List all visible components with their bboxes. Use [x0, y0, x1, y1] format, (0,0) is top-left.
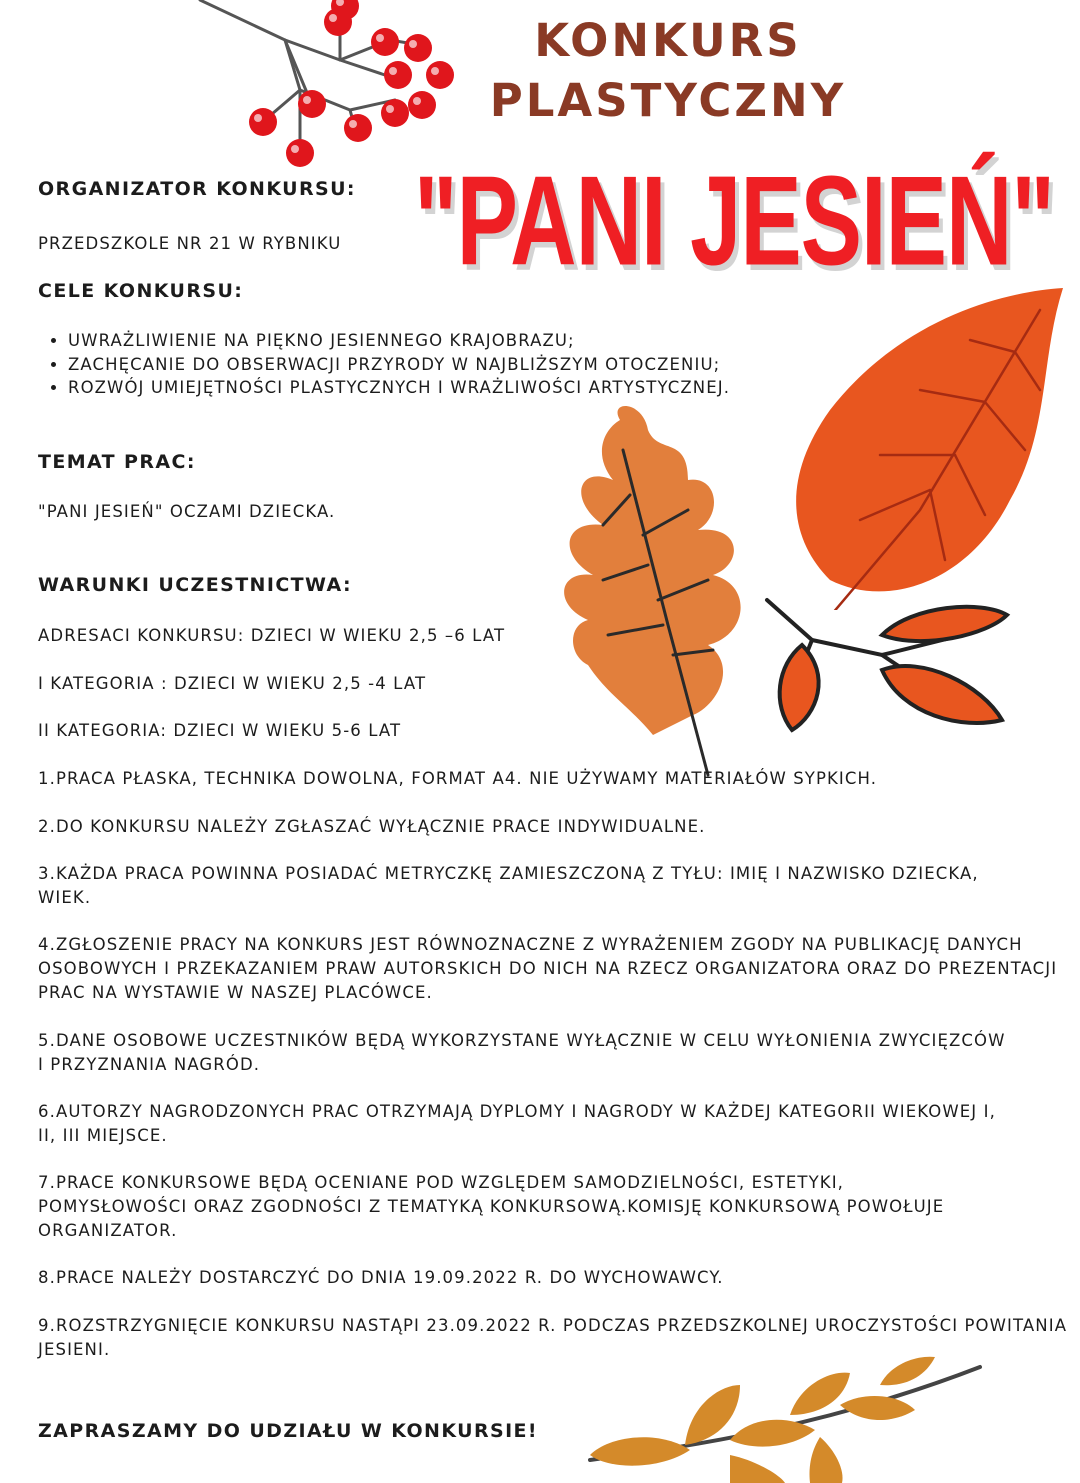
title-plastyczny: PLASTYCZNY: [489, 74, 847, 127]
conditions-heading: WARUNKI UCZESTNICTWA:: [38, 574, 352, 596]
rule-item: 9.ROZSTRZYGNIĘCIE KONKURSU NASTĄPI 23.09.2022 R. PODCZAS PRZEDSZKOLNEJ UROCZYSTOŚCI POWITANIA JESIENI.: [38, 1316, 1068, 1359]
rule-item: 2.DO KONKURSU NALEŻY ZGŁASZAĆ WYŁĄCZNIE PRACE INDYWIDUALNE.: [38, 817, 706, 836]
goal-item: • ZACHĘCANIE DO OBSERWACJI PRZYRODY W NAJBLIŻSZYM OTOCZENIU;: [68, 353, 730, 377]
goal-item: • UWRAŻLIWIENIE NA PIĘKNO JESIENNEGO KRAJOBRAZU;: [68, 329, 730, 353]
rule-item: 3.KAŻDA PRACA POWINNA POSIADAĆ METRYCZKĘ ZAMIESZCZONĄ Z TYŁU: IMIĘ I NAZWISKO DZIECKA, WIEK.: [38, 864, 979, 907]
invitation-text: ZAPRASZAMY DO UDZIAŁU W KONKURSIE!: [38, 1420, 538, 1442]
audience-text: ADRESACI KONKURSU: DZIECI W WIEKU 2,5 –6 LAT: [38, 626, 506, 645]
main-title: "PANI JESIEŃ": [414, 151, 1055, 293]
orange-leaf-icon: [770, 280, 1070, 610]
title-konkurs: KONKURS: [534, 14, 802, 67]
rule-item: 1.PRACA PŁASKA, TECHNIKA DOWOLNA, FORMAT A4. NIE UŻYWAMY MATERIAŁÓW SYPKICH.: [38, 769, 878, 788]
goal-item: • ROZWÓJ UMIEJĘTNOŚCI PLASTYCZNYCH I WRAŻLIWOŚCI ARTYSTYCZNEJ.: [68, 376, 730, 400]
mustard-leaves-branch-icon: [580, 1345, 1000, 1483]
rule-item: 4.ZGŁOSZENIE PRACY NA KONKURS JEST RÓWNOZNACZNE Z WYRAŻENIEM ZGODY NA PUBLIKACJĘ DANYCH OSOBOWYCH I PRZEKAZANIEM PRAW AUTORSKICH DO NICH NA RZECZ ORGANIZATORA ORAZ DO PREZENTACJI PRAC NA WYSTAWIE W NASZEJ PLACÓWCE.: [38, 935, 1058, 1002]
rule-item: 7.PRACE KONKURSOWE BĘDĄ OCENIANE POD WZGLĘDEM SAMODZIELNOŚCI, ESTETYKI, POMYSŁOWOŚCI ORAZ ZGODNOŚCI Z TEMATYKĄ KONKURSOWĄ.KOMISJĘ KONKURSOWĄ POWOŁUJE ORGANIZATOR.: [38, 1173, 945, 1240]
category-1-text: I KATEGORIA : DZIECI W WIEKU 2,5 -4 LAT: [38, 674, 427, 693]
organizer-name: PRZEDSZKOLE NR 21 W RYBNIKU: [38, 234, 342, 253]
goals-heading: CELE KONKURSU:: [38, 280, 244, 302]
rule-item: 5.DANE OSOBOWE UCZESTNIKÓW BĘDĄ WYKORZYSTANE WYŁĄCZNIE W CELU WYŁONIENIA ZWYCIĘZCÓW I PRZYZNANIA NAGRÓD.: [38, 1031, 1006, 1074]
rule-item: 6.AUTORZY NAGRODZONYCH PRAC OTRZYMAJĄ DYPLOMY I NAGRODY W KAŻDEJ KATEGORII WIEKOWEJ I, II, III MIEJSCE.: [38, 1102, 996, 1145]
rule-item: 8.PRACE NALEŻY DOSTARCZYĆ DO DNIA 19.09.2022 R. DO WYCHOWAWCY.: [38, 1268, 724, 1287]
organizer-heading: ORGANIZATOR KONKURSU:: [38, 178, 356, 200]
category-2-text: II KATEGORIA: DZIECI W WIEKU 5-6 LAT: [38, 721, 402, 740]
small-leaves-branch-icon: [762, 595, 1012, 740]
oak-leaf-icon: [548, 405, 758, 785]
topic-heading: TEMAT PRAC:: [38, 451, 196, 473]
topic-text: "PANI JESIEŃ" OCZAMI DZIECKA.: [38, 502, 336, 521]
goals-list: [38, 329, 730, 400]
